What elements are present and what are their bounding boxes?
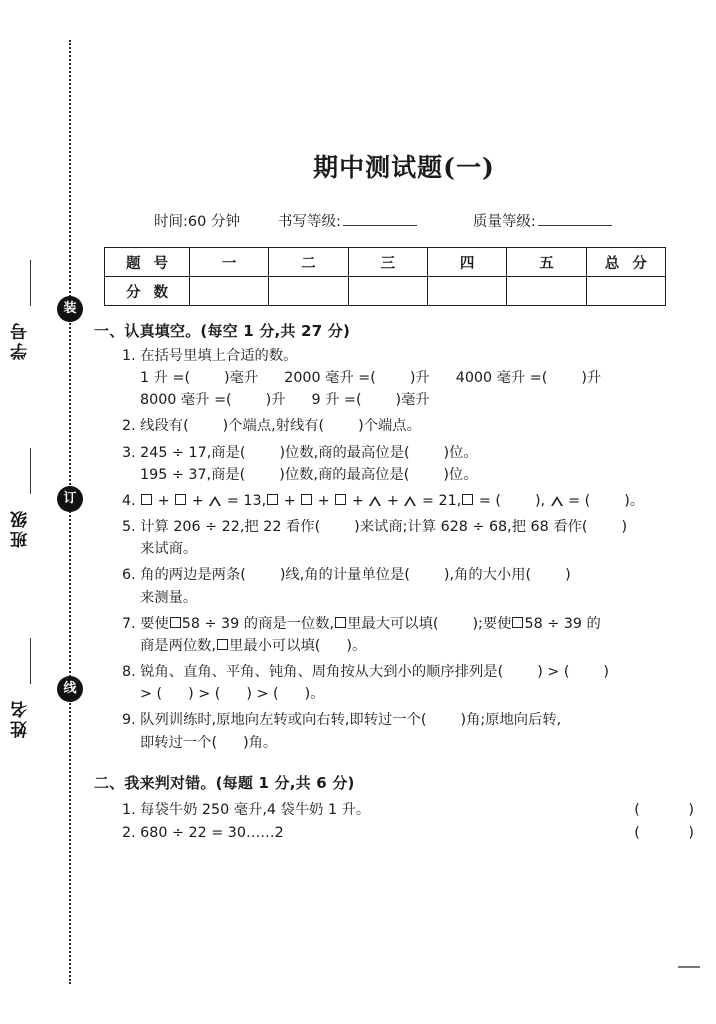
truefalse-item-1-answer-box[interactable]: ( ) [634, 801, 716, 818]
score-table-row-label-2: 分 数 [105, 277, 190, 306]
square-symbol-icon [335, 494, 346, 505]
question-9-line-2: 即转过一个( )角。 [140, 734, 278, 751]
writing-grade-field [278, 210, 417, 231]
square-symbol-icon [267, 494, 278, 505]
score-cell-4[interactable] [427, 277, 506, 306]
name-rule [30, 638, 31, 684]
square-symbol-icon [512, 617, 523, 628]
student-id-rule [30, 260, 31, 306]
question-3: 3. 245 ÷ 17,商是( )位数,商的最高位是( )位。 195 ÷ 37,商是( )位数,商的最高位是( )位。 [92, 442, 716, 486]
triangle-symbol-icon [369, 496, 381, 506]
square-symbol-icon [301, 494, 312, 505]
triangle-symbol-icon [404, 496, 416, 506]
truefalse-item-2-text: 2. 680 ÷ 22 = 30……2 [122, 824, 284, 841]
triangle-symbol-icon [551, 496, 563, 506]
question-1-line-2: 1 升 =( )毫升 2000 毫升 =( )升 4000 毫升 =( )升 [140, 370, 602, 387]
quality-grade-field [473, 210, 612, 231]
class-rule [30, 448, 31, 494]
seal-badge-xian: 线 [57, 676, 83, 702]
table-row-headers [105, 248, 666, 277]
section-title-1: 一、认真填空。(每空 1 分,共 27 分) [94, 322, 351, 340]
question-8: 8. 锐角、直角、平角、钝角、周角按从大到小的顺序排列是( ) > ( ) > ( ) > ( ) > ( )。 [92, 661, 716, 705]
binding-margin [0, 0, 92, 1024]
seal-badge-zhuang: 装 [57, 296, 83, 322]
truefalse-item-2 [92, 825, 716, 841]
score-col-4: 四 [427, 248, 506, 277]
question-9: 9. 队列训练时,原地向左转或向右转,即转过一个( )角;原地向后转, 即转过一个( )角。 [92, 709, 716, 753]
question-4: 4. + + = 13, + + + + = 21, = ( ), = ( )。 [122, 492, 645, 509]
square-symbol-icon [335, 617, 346, 628]
page-title: 期中测试题(一) [313, 153, 495, 182]
score-col-3: 三 [348, 248, 427, 277]
square-symbol-icon [175, 494, 186, 505]
class-label: 班级 [11, 508, 31, 548]
score-cell-3[interactable] [348, 277, 427, 306]
truefalse-item-1-text: 1. 每袋牛奶 250 毫升,4 袋牛奶 1 升。 [122, 801, 371, 818]
square-symbol-icon [141, 494, 152, 505]
square-symbol-icon [217, 639, 228, 650]
question-6: 6. 角的两边是两条( )线,角的计量单位是( ),角的大小用( ) 来测量。 [92, 564, 716, 608]
question-5-line-2: 来试商。 [140, 541, 198, 558]
score-cell-5[interactable] [507, 277, 586, 306]
score-col-total: 总 分 [586, 248, 665, 277]
question-7-line-2: 商是两位数, 里最小可以填( )。 [140, 637, 367, 654]
writing-grade-label: 书写等级: [277, 214, 341, 230]
triangle-symbol-icon [209, 496, 221, 506]
question-3-line-2: 195 ÷ 37,商是( )位数,商的最高位是( )位。 [140, 466, 478, 483]
score-col-5: 五 [507, 248, 586, 277]
score-cell-total[interactable] [586, 277, 665, 306]
page-footer-mark [678, 966, 700, 968]
truefalse-item-2-answer-box[interactable]: ( ) [634, 824, 716, 841]
name-label: 姓名 [11, 698, 31, 738]
exam-meta-row [92, 210, 716, 231]
quality-grade-label: 质量等级: [472, 214, 536, 230]
score-cell-2[interactable] [269, 277, 348, 306]
score-table [104, 247, 666, 306]
score-cell-1[interactable] [190, 277, 269, 306]
square-symbol-icon [462, 494, 473, 505]
question-1-line-3: 8000 毫升 =( )升 9 升 =( )毫升 [140, 392, 430, 409]
seal-badge-ding: 订 [57, 486, 83, 512]
question-8-line-2: > ( ) > ( ) > ( )。 [140, 686, 325, 703]
question-5: 5. 计算 206 ÷ 22,把 22 看作( )来试商;计算 628 ÷ 68,把 68 看作( ) 来试商。 [92, 516, 716, 560]
truefalse-item-1 [92, 799, 716, 819]
table-row-scores [105, 277, 666, 306]
question-1 [92, 345, 716, 411]
section-title-2: 二、我来判对错。(每题 1 分,共 6 分) [94, 773, 355, 792]
paper-content [92, 0, 716, 1024]
square-symbol-icon [170, 617, 181, 628]
question-2: 2. 线段有( )个端点,射线有( )个端点。 [122, 418, 421, 435]
student-id-label: 学号 [11, 320, 31, 360]
score-col-2: 二 [269, 248, 348, 277]
score-table-row-label-1: 题 号 [105, 248, 190, 277]
question-1-stem: 1. 在括号里填上合适的数。 [122, 348, 298, 364]
question-7: 7. 要使 58 ÷ 39 的商是一位数, 里最大可以填( );要使 58 ÷ 39 的 商是两位数, 里最小可以填( )。 [92, 613, 716, 657]
writing-grade-blank[interactable] [343, 224, 417, 226]
exam-time: 时间:60 分钟 [154, 214, 240, 230]
quality-grade-blank[interactable] [538, 224, 612, 226]
score-col-1: 一 [190, 248, 269, 277]
question-6-line-2: 来测量。 [140, 589, 198, 606]
